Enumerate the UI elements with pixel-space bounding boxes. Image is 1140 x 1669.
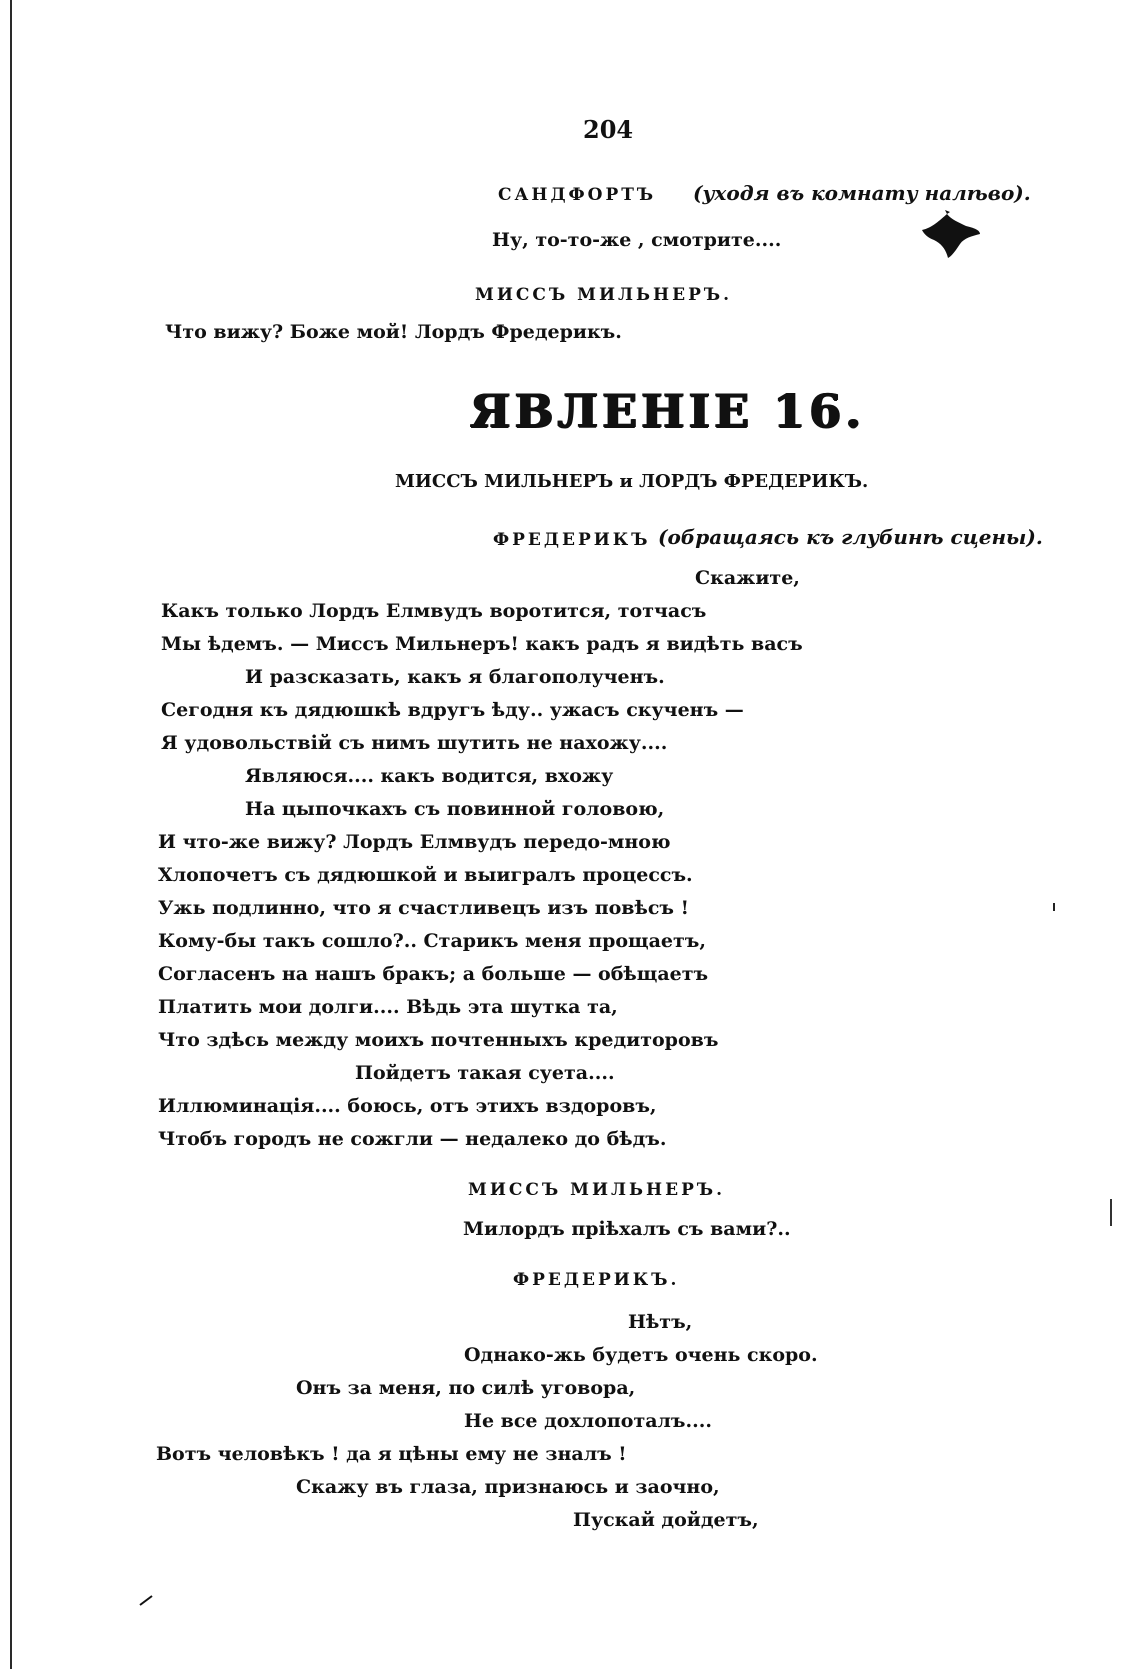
- verse-line: Я удовольствій съ нимъ шутить не нахожу....: [161, 732, 668, 754]
- verse-line: Однако-жь будетъ очень скоро.: [464, 1344, 818, 1366]
- verse-line: Что здѣсь между моихъ почтенныхъ кредиторовъ: [158, 1029, 719, 1051]
- speech-miss-milner-2: Милордъ пріѣхалъ съ вами?..: [463, 1218, 791, 1240]
- verse-line: Пускай дойдетъ,: [573, 1509, 759, 1531]
- verse-line: Сегодня къ дядюшкѣ вдругъ ѣду.. ужасъ скученъ —: [161, 699, 744, 721]
- speech-sandfort: Ну, то-то-же , смотрите....: [492, 229, 782, 251]
- verse-line: Какъ только Лордъ Елмвудъ воротится, тотчасъ: [161, 600, 707, 622]
- speech-miss-milner-1: Что вижу? Боже мой! Лордъ Фредерикъ.: [165, 321, 622, 343]
- verse-line: Иллюминація.... боюсь, отъ этихъ вздоровъ,: [158, 1095, 657, 1117]
- verse-line: Ужь подлинно, что я счастливецъ изъ повѣсъ !: [158, 897, 689, 919]
- speaker-sandfort: САНДФОРТЪ: [498, 185, 657, 205]
- verse-line: Кому-бы такъ сошло?.. Старикъ меня прощаетъ,: [158, 930, 706, 952]
- verse-line: Мы ѣдемъ. — Миссъ Мильнеръ! какъ радъ я видѣть васъ: [161, 633, 803, 655]
- scene-characters: МИССЪ МИЛЬНЕРЪ и ЛОРДЪ ФРЕДЕРИКЪ.: [395, 471, 869, 492]
- scene-heading: ЯВЛЕНІЕ 16.: [470, 384, 866, 438]
- speaker-miss-milner-1: МИССЪ МИЛЬНЕРЪ.: [475, 285, 733, 305]
- verse-line: Онъ за меня, по силѣ уговора,: [296, 1377, 636, 1399]
- speaker-frederick-1: ФРЕДЕРИКЪ: [493, 530, 651, 550]
- verse-line: Согласенъ на нашъ бракъ; а больше — обѣщаетъ: [158, 963, 709, 985]
- speaker-miss-milner-2: МИССЪ МИЛЬНЕРЪ.: [468, 1180, 726, 1200]
- verse-line: И что-же вижу? Лордъ Елмвудъ передо-мною: [158, 831, 671, 853]
- verse-line: Скажу въ глаза, признаюсь и заочно,: [296, 1476, 720, 1498]
- page-number: 204: [583, 115, 634, 144]
- verse-line: Не все дохлопоталъ....: [464, 1410, 712, 1432]
- stage-direction-sandfort: (уходя въ комнату налѣво).: [693, 181, 1031, 205]
- verse-line: Хлопочетъ съ дядюшкой и выигралъ процессъ.: [158, 864, 693, 886]
- verse-line: И разсказать, какъ я благополученъ.: [245, 666, 665, 688]
- verse-line: Являюся.... какъ водится, вхожу: [245, 765, 614, 787]
- verse-line: Вотъ человѣкъ ! да я цѣны ему не зналъ !: [156, 1443, 627, 1465]
- verse-line: Чтобъ городъ не сожгли — недалеко до бѣдъ.: [158, 1128, 667, 1150]
- verse-line: На цыпочкахъ съ повинной головою,: [245, 798, 665, 820]
- speaker-frederick-2: ФРЕДЕРИКЪ.: [513, 1270, 680, 1290]
- verse-line: Скажите,: [695, 567, 800, 589]
- verse-line: Пойдетъ такая суета....: [355, 1062, 615, 1084]
- verse-line: Платить мои долги.... Вѣдь эта шутка та,: [158, 996, 618, 1018]
- verse-line: Нѣтъ,: [628, 1311, 693, 1333]
- stage-direction-frederick: (обращаясь къ глубинѣ сцены).: [658, 525, 1043, 549]
